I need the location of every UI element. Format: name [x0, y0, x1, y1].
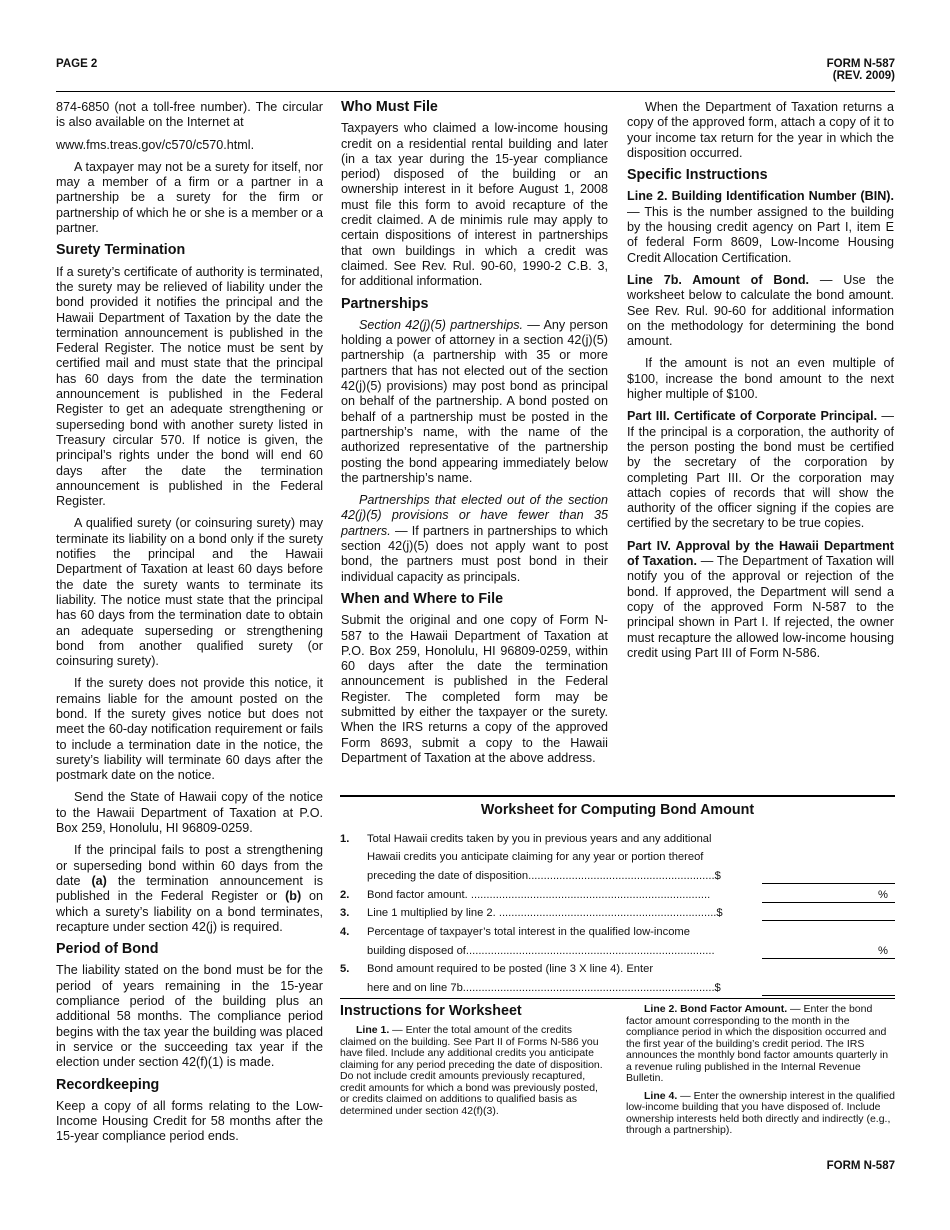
text-bold: Part III. Certificate of Corporate Principal.: [627, 409, 878, 424]
instructions-right: [626, 1004, 895, 1143]
line-text: building disposed of................................................................................: [367, 945, 715, 957]
text: — Any person holding a power of attorney in a section 42(j)(5) partnership (a partnership with 35 or more partners that has not elected out of the section 42(j)(5) provisions) may post bond as principal on behalf of the partnership. A bond posted on behalf of a partnership must be posted in the partnership’s name, with the name of the authorized representative of the partnership posting the bond appearing immediately below the partnership’s name.: [341, 317, 609, 485]
paragraph: If the surety does not provide this notice, it remains liable for the amount posted on the bond. If the surety gives notice but does not meet the 60-day notification requirement or fails to include a termination date in the notice, the surety’s liability will terminate 60 days after the postmark date on the notice.: [56, 676, 323, 783]
paragraph: [341, 493, 608, 585]
worksheet-rule: [340, 795, 895, 797]
heading-specific-instructions: Specific Instructions: [627, 167, 768, 184]
worksheet-title: Worksheet for Computing Bond Amount: [480, 802, 755, 818]
line-number: 1.: [340, 833, 350, 845]
instruction-line-2: [626, 1004, 895, 1085]
footer-form-name: FORM N-587: [826, 1160, 895, 1172]
paragraph: [341, 318, 608, 486]
text: on which a surety’s liability on a bond terminates, recapture under section 42(j) is required.: [56, 889, 324, 934]
url-text: www.fms.treas.gov/c570/c570.html.: [56, 137, 255, 152]
form-id: [827, 58, 895, 82]
text-italic: Section 42(j)(5) partnerships.: [359, 317, 523, 332]
line-number: 5.: [340, 963, 350, 975]
paragraph: A taxpayer may not be a surety for itself, nor may a member of a firm or a partner in a partnership be a surety for the firm or partnership of which he or she is a member or a partner.: [56, 159, 323, 236]
line-5-amount-field[interactable]: [762, 981, 895, 996]
line-number: 3.: [340, 907, 350, 919]
text: — The Department of Taxation will notify you of the approval or rejection of the bond. If approved, the Department will send a copy of the approved Form N-587 to the principal shown in Part I. If rejected, the owner must recapture the allowed low-income housing credit using Part III of Form N-586.: [627, 554, 894, 660]
paragraph: A qualified surety (or coinsuring surety) may terminate its liability on a bond only if the surety notifies the principal and the Hawaii Department of Taxation at least 60 days before the date the surety wants to terminate its liability. The notice must state that the principal has 60 days from the termination date to obtain an adequate superseding or strengthening bond from another qualified surety (or coinsuring surety).: [56, 516, 323, 669]
header-rule: [56, 91, 895, 92]
paragraph: [627, 189, 894, 265]
column-1: [56, 100, 323, 1152]
line-text: Line 1 multiplied by line 2. ......................................................................$: [367, 907, 723, 919]
instructions-left: [340, 1025, 608, 1123]
line-3-amount-field[interactable]: [762, 906, 895, 921]
form-name: FORM N-587: [826, 58, 895, 70]
text: — If the principal is a corporation, the authority of the person posting the bond must be certified by the secretary of the corporation by completing Part III. Or the corporation may attach copies of records that will show the authority of the officer signing if the copies are certified by the secretary to be true copies.: [627, 409, 894, 531]
paragraph: If the amount is not an even multiple of $100, increase the bond amount to the next higher multiple of $100.: [627, 356, 894, 402]
paragraph: The liability stated on the bond must be for the period of years remaining in the 15-year compliance period of the building plus an additional 58 months. The compliance period begins with the tax year the building was placed in service or the succeeding tax year if the election under section 42(f)(1) is made.: [56, 963, 323, 1070]
line-text: Hawaii credits you anticipate claiming for any year or portion thereof: [367, 851, 704, 863]
text: — If partners in partnerships to which section 42(j)(5) does not apply want to post bond, the partners must post bond in their individual capacity as principals.: [341, 523, 608, 584]
paragraph: 874-6850 (not a toll-free number). The circular is also available on the Internet at: [56, 100, 323, 130]
line-text: Bond amount required to be posted (line 3 X line 4). Enter: [367, 963, 654, 975]
page-number: PAGE 2: [56, 58, 98, 70]
instructions-title: Instructions for Worksheet: [340, 1003, 522, 1019]
paragraph: When the Department of Taxation returns a copy of the approved form, attach a copy of it to your income tax return for the year in which the disposition occurred.: [627, 100, 894, 160]
heading-period-of-bond: Period of Bond: [56, 941, 159, 958]
percent-sign: %: [878, 889, 888, 901]
paragraph: [627, 539, 894, 661]
line-text: here and on line 7b.................................................................................$: [367, 982, 721, 994]
line-number: 4.: [340, 926, 350, 938]
column-2: [341, 100, 608, 773]
line-text: Percentage of taxpayer’s total interest in the qualified low-income: [367, 926, 690, 938]
line-text: preceding the date of disposition............................................................$: [367, 870, 721, 882]
line-1-amount-field[interactable]: [762, 869, 895, 884]
paragraph: Submit the original and one copy of Form N-587 to the Hawaii Department of Taxation at P.O. Box 259, Honolulu, HI 96809-0259, within 60 days after the date the termination announcement is published in the Federal Register. The completed form may be submitted by either the taxpayer or the surety. When the IRS returns a copy of the approved Form 8693, submit a copy to the Hawaii Department of Taxation at the above address.: [341, 613, 608, 765]
heading-partnerships: Partnerships: [341, 295, 429, 312]
text-bold: Part IV. Approval by the Hawaii Department of Taxation.: [627, 538, 894, 569]
text-bold: (a): [91, 873, 107, 888]
text: — Enter the total amount of the credits claimed on the building. See Part II of Forms N-586 you have filed. Include any additional credits you anticipate claiming for any period preceding the date of disposition. Do not include credit amounts previously recaptured, credit amounts for which a bond was previously posted, or credits claimed on additions to qualified basis as determined under section 42(f)(3).: [340, 1024, 603, 1117]
text-italic: Partnerships that elected out of the section 42(j)(5) provisions or have fewer than 35 partners.: [341, 493, 608, 538]
text: If the principal fails to post a strengthening or superseding bond within 60 days from the date: [56, 843, 323, 888]
text-bold: Line 2. Building Identification Number (BIN).: [627, 189, 894, 204]
line-text: Total Hawaii credits taken by you in previous years and any additional: [367, 833, 712, 845]
heading-who-must-file: Who Must File: [341, 99, 438, 115]
text-bold: Line 2. Bond Factor Amount.: [644, 1003, 788, 1015]
text-bold: (b): [285, 889, 302, 904]
line-4-amount-field[interactable]: [762, 944, 895, 959]
worksheet-bottom-rule: [340, 998, 895, 999]
paragraph: [56, 843, 323, 935]
instruction-line-1: [340, 1025, 608, 1117]
paragraph: Taxpayers who claimed a low-income housing credit on a residential rental building and later (in a tax year during the 15-year compliance period) disposed of the building or an ownership interest in it before August 1, 2008 must file this form to avoid recapture of the credit claimed. A de minimis rule may apply to certain dispositions of interest in partnerships that own buildings in which a credit was claimed. See Rev. Rul. 90-60, 1990-2 C.B. 3, for additional information.: [341, 121, 608, 289]
text-bold: Line 1.: [356, 1024, 390, 1036]
text: — This is the number assigned to the building by the housing credit agency on Part I, item E of federal Form 8609, Low-Income Housing Credit Allocation Certification.: [627, 204, 894, 265]
form-revision: (REV. 2009): [832, 70, 895, 82]
text: — Use the worksheet below to calculate the bond amount. See Rev. Rul. 90-60 for additional information on the methodology for determining the bond amount.: [627, 272, 894, 349]
line-text: Bond factor amount. .............................................................................: [367, 889, 711, 901]
heading-recordkeeping: Recordkeeping: [56, 1076, 160, 1093]
column-3: [627, 100, 894, 668]
percent-sign: %: [878, 945, 888, 957]
text: — Enter the bond factor amount corresponding to the month in the compliance period in which the disposition occurred and the first year of the building’s credit period. The IRS announces the monthly bond factor amounts quarterly in a revenue ruling published in the Internal Revenue Bulletin.: [626, 1003, 889, 1084]
heading-when-where: When and Where to File: [341, 590, 504, 607]
instruction-line-4: [626, 1091, 895, 1137]
text-bold: Line 7b. Amount of Bond.: [627, 272, 810, 287]
paragraph: [627, 409, 894, 531]
paragraph: Send the State of Hawaii copy of the notice to the Hawaii Department of Taxation at P.O. Box 259, Honolulu, HI 96809-0259.: [56, 790, 323, 836]
line-2-amount-field[interactable]: [762, 888, 895, 903]
paragraph: [627, 273, 894, 349]
line-number: 2.: [340, 889, 350, 901]
heading-surety-termination: Surety Termination: [56, 242, 186, 259]
text-bold: Line 4.: [644, 1089, 678, 1102]
text: the termination announcement is published in the Federal Register or: [56, 873, 323, 904]
paragraph: If a surety’s certificate of authority is terminated, the surety may be relieved of liability under the bond provided it notifies the principal and the Hawaii Department of Taxation by the date the termination announcement is published in the Federal Register. The notice must be sent by certified mail and must state that the principal has 60 days from the date the termination announcement is published in the Federal Register to get an adequate strengthening or superseding bond with another surety listed in Treasury circular 570. If notice is given, the principal’s rights under the bond will end 60 days after the date the termination announcement is published in the Federal Register.: [56, 264, 323, 509]
paragraph: Keep a copy of all forms relating to the Low-Income Housing Credit for 58 months after the 15-year compliance period ends.: [56, 1098, 323, 1144]
text: — Enter the ownership interest in the qualified low-income building that you have disposed of. Include ownership interests held both directly and indirectly (e.g., through a partnership).: [626, 1089, 895, 1136]
